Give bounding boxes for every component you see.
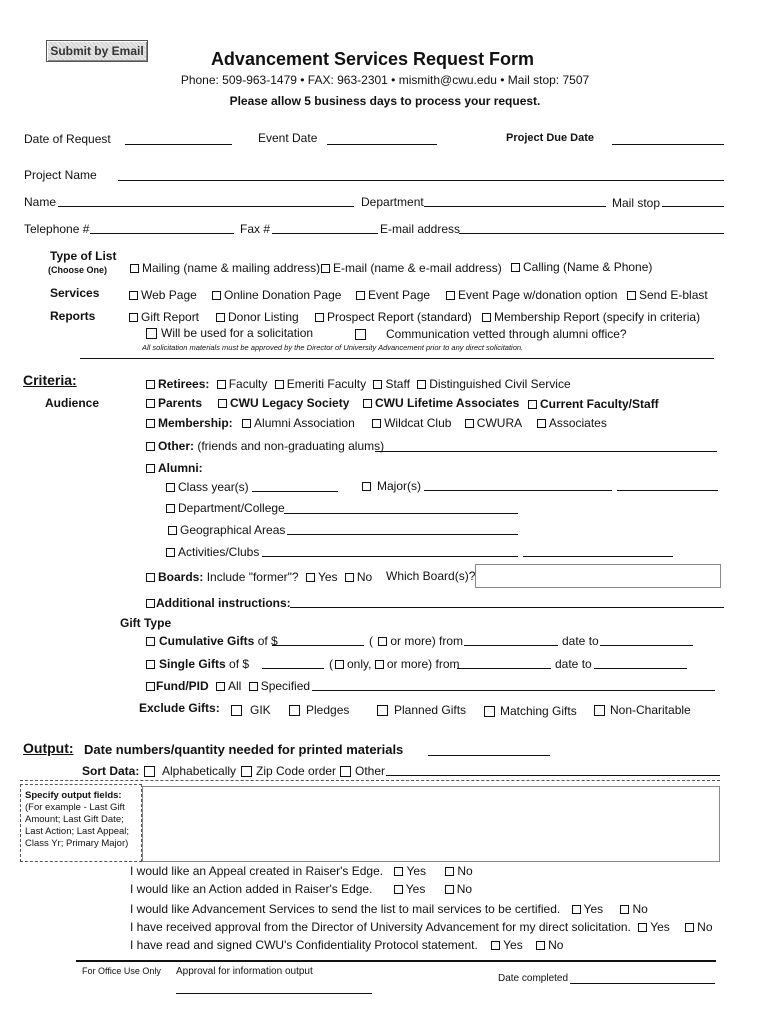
boards-row: Boards: Include "former"? Yes No (146, 570, 372, 584)
report-gift[interactable]: Gift Report (129, 310, 199, 324)
cumulative-gifts-row: Cumulative Gifts of $ (146, 634, 278, 648)
cumulative-date-to-label: date to (562, 634, 599, 648)
approval-field[interactable] (176, 993, 372, 994)
checkbox-icon[interactable] (321, 264, 330, 273)
checkbox-icon[interactable] (375, 660, 384, 669)
exclude-gik[interactable]: GIK (231, 703, 271, 717)
fund-pid-row: Fund/PID All Specified (146, 679, 310, 693)
checkbox-icon[interactable] (445, 885, 454, 894)
exclude-gifts-label: Exclude Gifts: (139, 701, 220, 715)
mail-stop-label: Mail stop (612, 196, 661, 210)
sort-zip-option[interactable]: Zip Code order (241, 764, 336, 778)
question-confidentiality: I have read and signed CWU's Confidentiality Protocol statement. Yes No (130, 938, 564, 952)
majors-option[interactable]: Major(s) (362, 479, 421, 493)
section-divider (80, 358, 714, 359)
event-date-label: Event Date (258, 131, 318, 145)
other-option[interactable]: Other: (friends and non-graduating alums) (146, 439, 384, 453)
service-online-donation[interactable]: Online Donation Page (212, 288, 341, 302)
email-label: E-mail address (380, 222, 461, 236)
checkbox-icon[interactable] (685, 923, 694, 932)
question-certified: I would like Advancement Services to send the list to mail services to be certified. Yes No (130, 902, 648, 916)
sort-other-option[interactable]: Other (340, 764, 385, 778)
checkbox-icon[interactable] (465, 419, 474, 428)
checkbox-icon[interactable] (146, 637, 155, 646)
checkbox-icon[interactable] (241, 766, 252, 777)
service-send-eblast[interactable]: Send E-blast (627, 288, 708, 302)
checkbox-icon[interactable] (340, 766, 351, 777)
activities-field-1[interactable] (262, 556, 518, 557)
checkbox-icon[interactable] (594, 705, 605, 716)
checkbox-icon[interactable] (146, 442, 155, 451)
checkbox-icon[interactable] (378, 637, 387, 646)
office-divider (76, 960, 716, 962)
question-approval: I have received approval from the Director of University Advancement for my direct solicitation. Yes No (130, 920, 713, 934)
fax-field[interactable] (272, 233, 378, 234)
checkbox-icon[interactable] (216, 682, 225, 691)
question-action: I would like an Action added in Raiser's Edge. Yes No (130, 882, 473, 896)
list-email-option[interactable]: E-mail (name & e-mail address) (321, 261, 502, 275)
checkbox-icon[interactable] (345, 573, 354, 582)
solicitation-option[interactable]: Will be used for a solicitation (146, 326, 313, 340)
checkbox-icon[interactable] (146, 599, 155, 608)
activities-field-2[interactable] (523, 556, 673, 557)
services-label: Services (50, 286, 100, 300)
checkbox-icon[interactable] (363, 399, 372, 408)
date-completed-field[interactable] (570, 983, 715, 984)
choose-one-note: (Choose One) (48, 265, 108, 275)
legacy-option[interactable]: CWU Legacy Society (218, 396, 349, 410)
checkbox-icon[interactable] (536, 941, 545, 950)
current-faculty-option[interactable]: Current Faculty/Staff (528, 397, 659, 411)
audience-label: Audience (45, 396, 100, 410)
report-prospect[interactable]: Prospect Report (standard) (315, 310, 472, 324)
lifetime-option[interactable]: CWU Lifetime Associates (363, 396, 519, 410)
dept-college-field[interactable] (284, 513, 518, 514)
checkbox-icon[interactable] (356, 291, 365, 300)
additional-instructions-label: Additional instructions: (146, 596, 291, 610)
checkbox-icon[interactable] (168, 526, 177, 535)
date-of-request-field[interactable] (125, 144, 232, 145)
criteria-heading: Criteria: (23, 372, 77, 388)
question-appeal: I would like an Appeal created in Raiser's Edge. Yes No (130, 864, 473, 878)
checkbox-icon[interactable] (146, 573, 155, 582)
exclude-noncharitable[interactable]: Non-Charitable (594, 703, 691, 717)
fund-specified-field[interactable] (312, 690, 715, 691)
checkbox-icon[interactable] (306, 573, 315, 582)
department-label: Department (361, 195, 424, 209)
checkbox-icon[interactable] (362, 482, 371, 491)
checkbox-icon[interactable] (627, 291, 636, 300)
checkbox-icon[interactable] (572, 905, 581, 914)
sort-alpha-option[interactable]: Alphabetically (144, 764, 236, 778)
checkbox-icon[interactable] (216, 313, 225, 322)
which-boards-label: Which Board(s)? (386, 569, 476, 583)
name-field[interactable] (58, 206, 354, 207)
checkbox-icon[interactable] (289, 705, 300, 716)
cumulative-amount-field[interactable] (272, 645, 364, 646)
service-event-page[interactable]: Event Page (356, 288, 430, 302)
fax-label: Fax # (240, 222, 271, 236)
date-completed-label: Date completed (498, 973, 569, 984)
output-fields-textarea[interactable] (142, 786, 720, 862)
checkbox-icon[interactable] (218, 399, 227, 408)
single-from-field[interactable] (457, 668, 551, 669)
telephone-field[interactable] (90, 233, 234, 234)
single-amount-field[interactable] (262, 668, 324, 669)
checkbox-icon[interactable] (146, 380, 155, 389)
retirees-row: Retirees: Faculty Emeriti Faculty Staff Distinguished Civil Service (146, 377, 571, 391)
membership-row: Membership: Alumni Association Wildcat Club CWURA Associates (146, 416, 607, 430)
class-years-field[interactable] (252, 491, 338, 492)
additional-instructions-field[interactable] (290, 607, 724, 608)
checkbox-icon[interactable] (446, 291, 455, 300)
exclude-planned[interactable]: Planned Gifts (377, 703, 466, 717)
sort-data-label: Sort Data: (82, 764, 140, 778)
class-years-option[interactable]: Class year(s) (166, 480, 249, 494)
checkbox-icon[interactable] (445, 867, 454, 876)
dept-college-option[interactable]: Department/College (166, 501, 285, 515)
specify-line: Class Yr; Primary Major) (25, 838, 129, 849)
checkbox-icon[interactable] (511, 263, 520, 272)
checkbox-icon[interactable] (130, 264, 139, 273)
specify-line: Last Action; Last Appeal; (25, 826, 130, 837)
checkbox-icon[interactable] (335, 660, 344, 669)
checkbox-icon[interactable] (249, 682, 258, 691)
project-name-label: Project Name (24, 168, 97, 182)
specify-fields-title: Specify output fields: (25, 790, 122, 801)
gift-type-label: Gift Type (120, 616, 172, 630)
exclude-pledges[interactable]: Pledges (289, 703, 349, 717)
vetted-option[interactable]: Communication vetted through alumni office? (355, 327, 627, 341)
which-boards-input[interactable] (475, 564, 721, 588)
checkbox-icon[interactable] (231, 705, 242, 716)
checkbox-icon[interactable] (166, 504, 175, 513)
date-numbers-label: Date numbers/quantity needed for printed materials (84, 742, 404, 757)
checkbox-icon[interactable] (315, 313, 324, 322)
date-numbers-field[interactable] (428, 755, 550, 756)
office-use-label: For Office Use Only (82, 966, 161, 976)
alumni-option[interactable]: Alumni: (146, 461, 203, 475)
single-gifts-row: Single Gifts of $ (146, 657, 249, 671)
checkbox-icon[interactable] (144, 766, 155, 777)
department-field[interactable] (424, 206, 606, 207)
submit-by-email-button[interactable]: Submit by Email (46, 40, 148, 62)
checkbox-icon[interactable] (146, 682, 155, 691)
geo-field[interactable] (287, 534, 518, 535)
checkbox-icon[interactable] (620, 905, 629, 914)
name-label: Name (24, 195, 57, 209)
solicitation-note: All solicitation materials must be approved by the Director of University Advancement prior to any direct solicitation. (142, 343, 524, 352)
report-donor-listing[interactable]: Donor Listing (216, 310, 299, 324)
single-date-to-label: date to (555, 657, 592, 671)
approval-label: Approval for information output (176, 966, 313, 977)
checkbox-icon[interactable] (129, 313, 138, 322)
checkbox-icon[interactable] (537, 419, 546, 428)
specify-line: (For example - Last Gift (25, 802, 125, 813)
checkbox-icon[interactable] (394, 867, 403, 876)
checkbox-icon[interactable] (638, 923, 647, 932)
cumulative-from-field[interactable] (464, 645, 558, 646)
checkbox-icon[interactable] (275, 380, 284, 389)
geo-option[interactable]: Geographical Areas (168, 523, 285, 537)
output-heading: Output: (23, 740, 74, 756)
majors-field-2[interactable] (617, 490, 718, 491)
report-membership[interactable]: Membership Report (specify in criteria) (482, 310, 700, 324)
exclude-matching[interactable]: Matching Gifts (484, 704, 577, 718)
date-of-request-label: Date of Request (24, 132, 111, 146)
cumulative-or-more: ( or more) from (369, 634, 464, 648)
checkbox-icon[interactable] (129, 291, 138, 300)
checkbox-icon[interactable] (528, 400, 537, 409)
checkbox-icon[interactable] (482, 313, 491, 322)
checkbox-icon[interactable] (417, 380, 426, 389)
cumulative-date-to-field[interactable] (600, 645, 693, 646)
other-field[interactable] (375, 451, 717, 452)
project-name-field[interactable] (118, 180, 724, 181)
contact-info: Phone: 509-963-1479 • FAX: 963-2301 • mismith@cwu.edu • Mail stop: 7507 (180, 73, 590, 87)
checkbox-icon[interactable] (217, 380, 226, 389)
parents-option[interactable]: Parents (146, 396, 202, 410)
checkbox-icon[interactable] (166, 483, 175, 492)
checkbox-icon[interactable] (146, 419, 155, 428)
activities-option[interactable]: Activities/Clubs (166, 545, 259, 559)
checkbox-icon[interactable] (146, 660, 155, 669)
event-date-field[interactable] (327, 144, 437, 145)
page-title: Advancement Services Request Form (210, 49, 535, 69)
checkbox-icon[interactable] (146, 464, 155, 473)
reports-label: Reports (50, 309, 96, 323)
specify-fields-box (20, 784, 142, 862)
service-event-donation[interactable]: Event Page w/donation option (446, 288, 617, 302)
list-calling-option[interactable]: Calling (Name & Phone) (511, 260, 652, 274)
project-due-date-field[interactable] (612, 144, 724, 145)
checkbox-icon[interactable] (377, 705, 388, 716)
mail-stop-field[interactable] (662, 206, 724, 207)
checkbox-icon[interactable] (355, 329, 366, 340)
single-date-to-field[interactable] (594, 668, 687, 669)
dashed-divider (20, 780, 720, 781)
service-web-page[interactable]: Web Page (129, 288, 197, 302)
notice: Please allow 5 business days to process your request. (229, 94, 541, 108)
email-field[interactable] (459, 233, 724, 234)
project-due-date-label: Project Due Date (506, 132, 595, 144)
single-only-option: ( only, or more) from (329, 657, 460, 671)
type-of-list-label: Type of List (50, 249, 117, 263)
checkbox-icon[interactable] (373, 380, 382, 389)
list-mailing-option[interactable]: Mailing (name & mailing address) (130, 261, 320, 275)
checkbox-icon[interactable] (146, 328, 157, 339)
checkbox-icon[interactable] (212, 291, 221, 300)
checkbox-icon[interactable] (146, 399, 155, 408)
checkbox-icon[interactable] (372, 419, 381, 428)
checkbox-icon[interactable] (484, 706, 495, 717)
checkbox-icon[interactable] (242, 419, 251, 428)
checkbox-icon[interactable] (491, 941, 500, 950)
checkbox-icon[interactable] (394, 885, 403, 894)
sort-other-field[interactable] (386, 775, 720, 776)
majors-field-1[interactable] (424, 490, 612, 491)
checkbox-icon[interactable] (166, 548, 175, 557)
specify-line: Amount; Last Gift Date; (25, 814, 124, 825)
telephone-label: Telephone # (24, 222, 90, 236)
